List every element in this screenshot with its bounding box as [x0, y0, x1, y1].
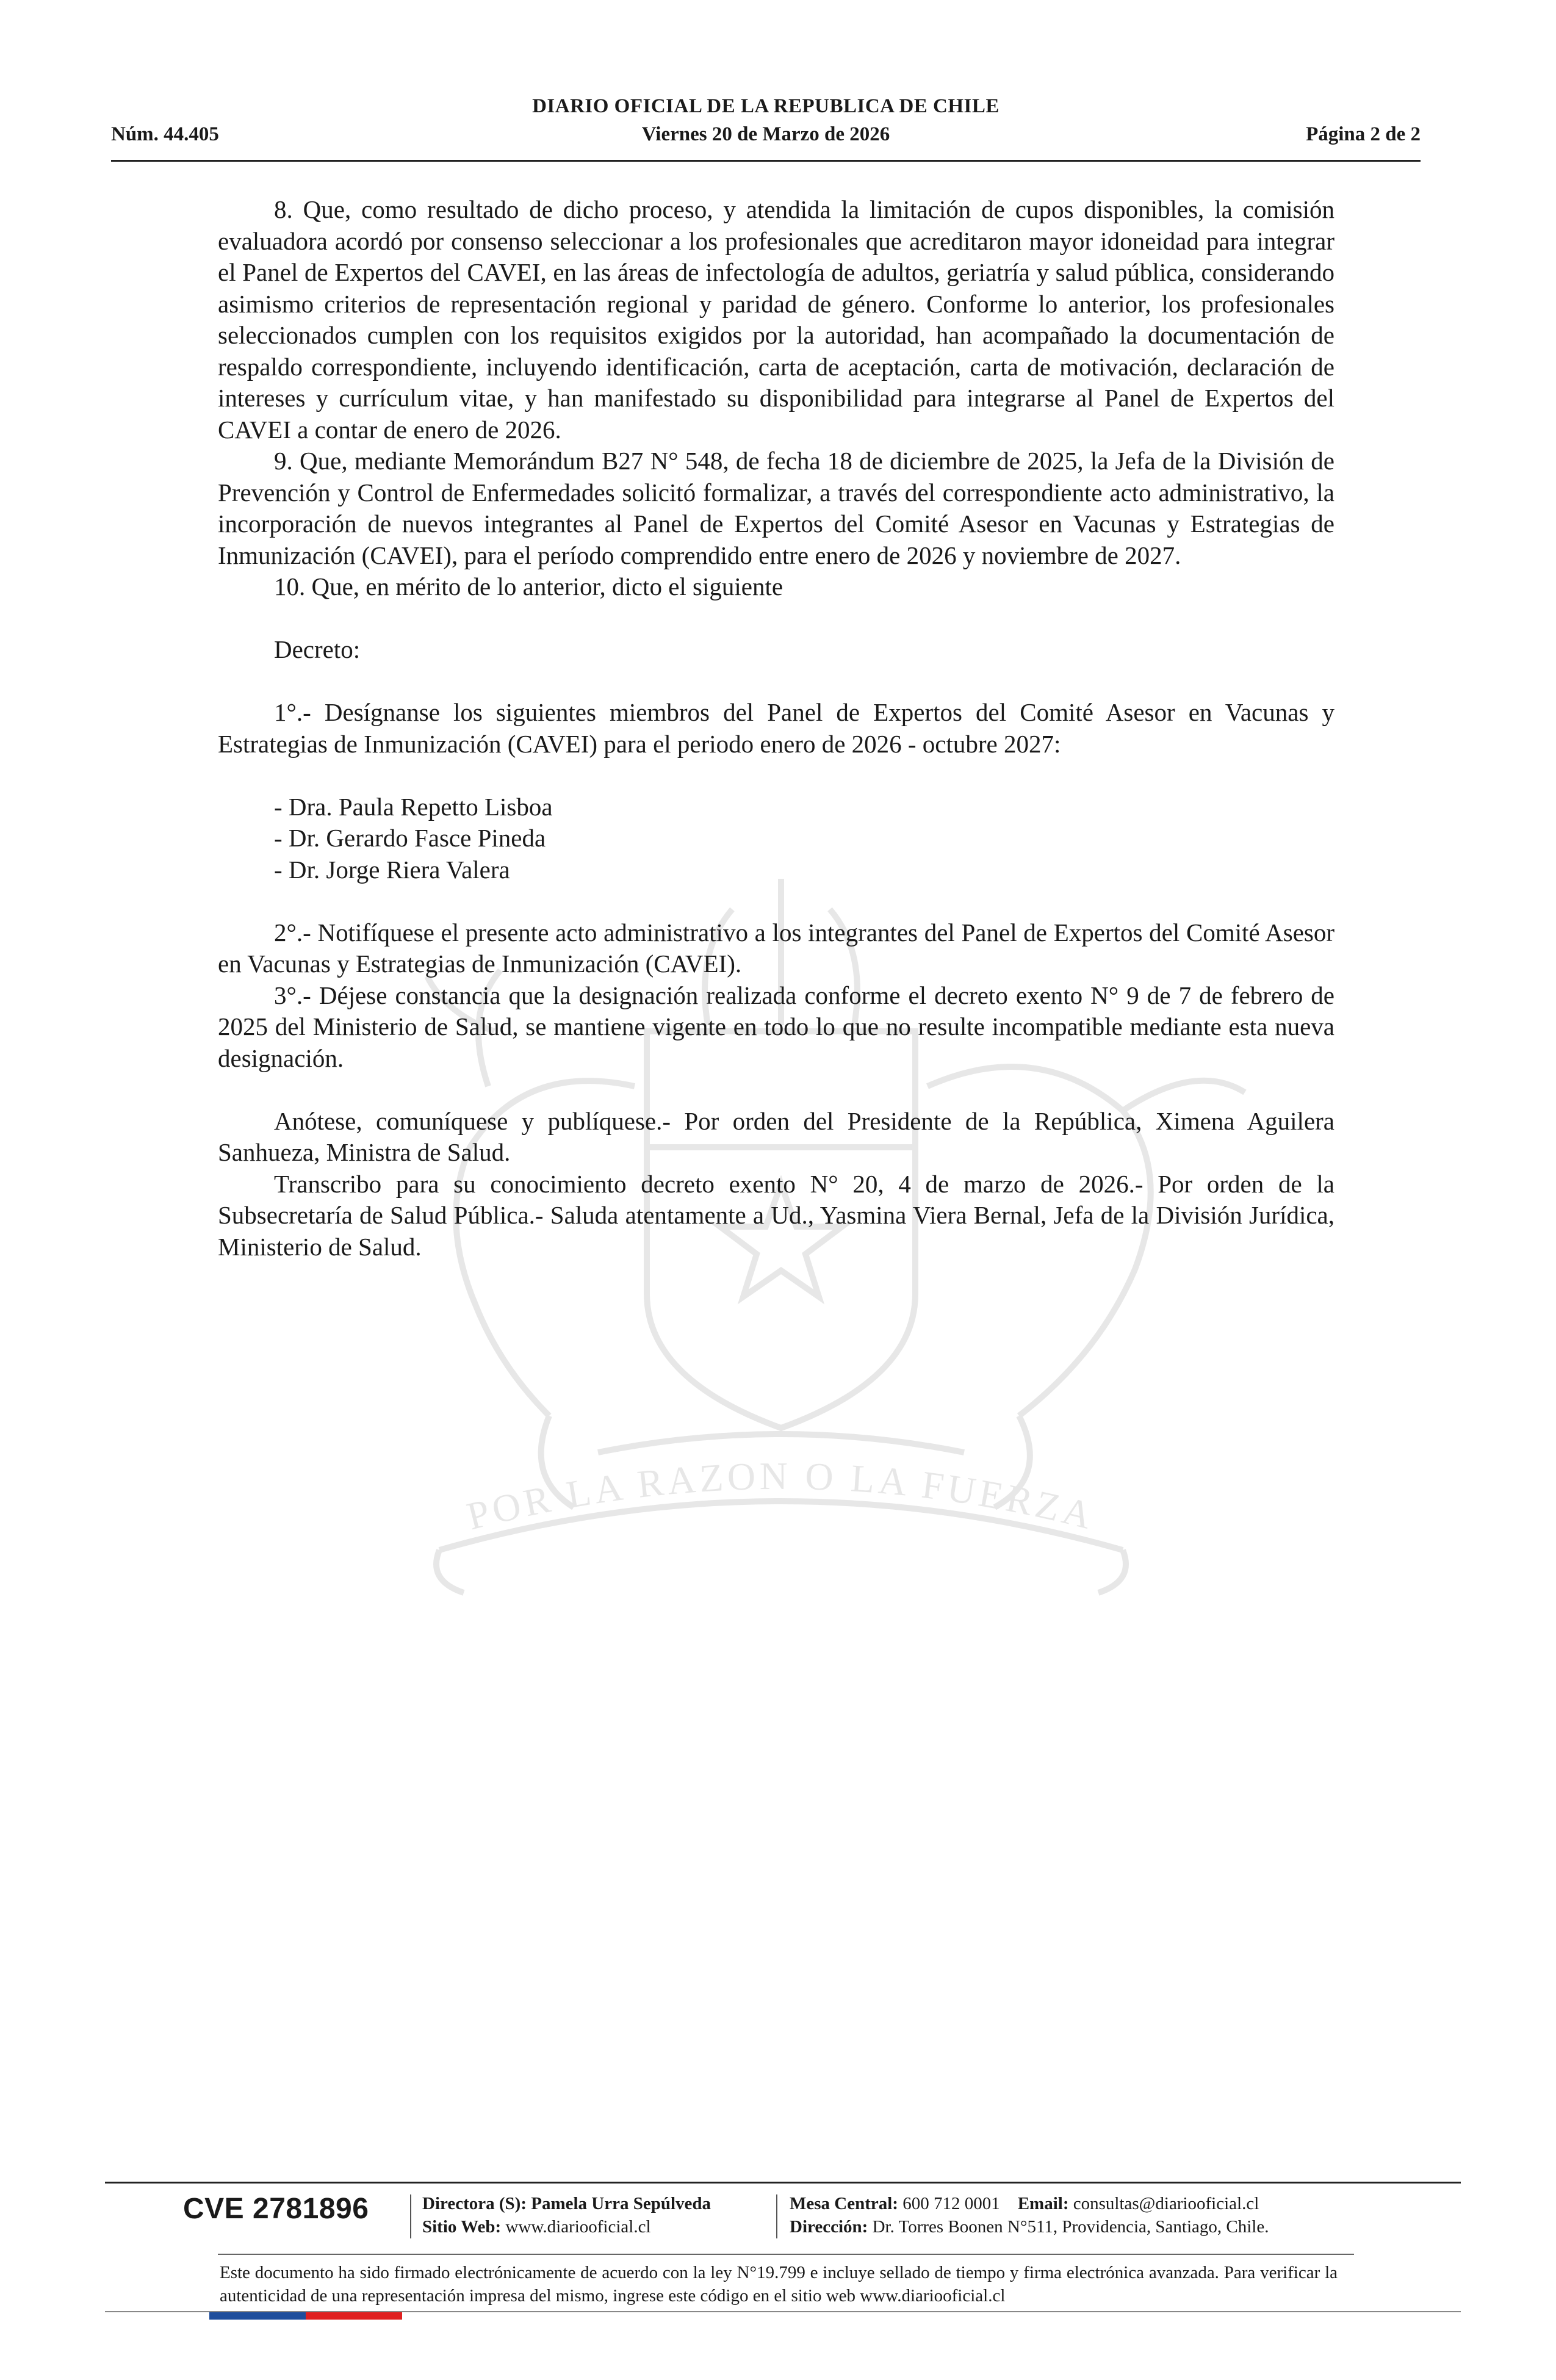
director-label: Directora (S): — [422, 2194, 527, 2213]
members-list — [218, 792, 1334, 886]
flag-segment — [306, 2312, 354, 2320]
svg-text:POR LA RAZON O LA FUERZA — [463, 1454, 1100, 1538]
footer-separator — [410, 2194, 411, 2238]
decree-heading: Decreto: — [274, 635, 361, 663]
footer-separator — [776, 2194, 777, 2238]
article-1: 1°.- Desígnanse los siguientes miembros del Panel de Expertos del Comité Asesor en Vacunas y Estrategias de Inmunización (CAVEI) para el periodo enero de 2026 - octubre 2027: — [218, 698, 1334, 758]
page-header — [111, 93, 1421, 162]
issue-date: Viernes 20 de Marzo de 2026 — [641, 123, 890, 145]
phone-label: Mesa Central: — [790, 2194, 898, 2213]
article-3: 3°.- Déjese constancia que la designación realizada conforme el decreto exento N° 9 de 7 de febrero de 2025 del Ministerio de Salud, se mantiene vigente en todo lo que no resulte incompatible mediante esta nueva designación. — [218, 981, 1334, 1072]
footer-divider — [218, 2254, 1354, 2255]
cve-code: CVE 2781896 — [183, 2193, 369, 2225]
journal-title: DIARIO OFICIAL DE LA REPUBLICA DE CHILE — [532, 95, 1000, 117]
list-item: - Dr. Gerardo Fasce Pineda — [274, 824, 546, 852]
director-name: Pamela Urra Sepúlveda — [531, 2194, 711, 2213]
closing-signature: Anótese, comuníquese y publíquese.- Por orden del Presidente de la República, Ximena Aguilera Sanhueza, Ministra de Salud. — [218, 1106, 1334, 1166]
issue-number: Núm. 44.405 — [111, 123, 219, 145]
web-link[interactable]: www.diariooficial.cl — [505, 2217, 651, 2237]
footer-divider — [105, 2182, 1461, 2183]
list-item: - Dra. Paula Repetto Lisboa — [274, 792, 553, 821]
web-label: Sitio Web: — [422, 2217, 502, 2237]
watermark-motto: POR LA RAZON O LA FUERZA — [463, 1454, 1100, 1538]
phone-value: 600 712 0001 — [902, 2194, 1000, 2213]
paragraph-9: 9. Que, mediante Memorándum B27 N° 548, de fecha 18 de diciembre de 2025, la Jefa de la División de Prevención y Control de Enfermedades solicitó formalizar, a través del correspondiente acto administrativo, la incorporación de nuevos integrantes al Panel de Expertos del Comité Asesor en Vacunas y Estrategias de Inmunización (CAVEI), para el período comprendido entre enero de 2026 y noviembre de 2027. — [218, 447, 1334, 569]
flag-segment — [258, 2312, 306, 2320]
page-counter: Página 2 de 2 — [1306, 123, 1421, 145]
closing-transcription: Transcribo para su conocimiento decreto exento N° 20, 4 de marzo de 2026.- Por orden de la Subsecretaría de Salud Pública.- Saluda atentamente a Ud., Yasmina Viera Bernal, Jefa de la División Jurídica, Ministerio de Salud. — [218, 1169, 1334, 1261]
list-item: - Dr. Jorge Riera Valera — [274, 855, 510, 884]
paragraph-8: 8. Que, como resultado de dicho proceso, y atendida la limitación de cupos disponibles, la comisión evaluadora acordó por consenso seleccionar a los profesionales que acreditaron mayor idoneidad para integrar el Panel de Expertos del CAVEI, en las áreas de infectología de adultos, geriatría y salud pública, considerando asimismo criterios de representación regional y paridad de género. Conforme lo anterior, los profesionales seleccionados cumplen con los requisitos exigidos por la autoridad, han acompañado la documentación de respaldo correspondiente, incluyendo identificación, carta de aceptación, carta de motivación, declaración de intereses y currículum vitae, y han manifestado su disponibilidad para integrarse al Panel de Expertos del CAVEI a contar de enero de 2026. — [218, 195, 1334, 444]
flag-segment — [354, 2312, 402, 2320]
address-label: Dirección: — [790, 2217, 868, 2237]
email-label: Email: — [1017, 2194, 1069, 2213]
footer-director-block — [422, 2192, 711, 2238]
article-2: 2°.- Notifíquese el presente acto administrativo a los integrantes del Panel de Expertos del Comité Asesor en Vacunas y Estrategias de Inmunización (CAVEI). — [218, 918, 1334, 978]
footer-contact-block — [790, 2192, 1269, 2238]
email-link[interactable]: consultas@diariooficial.cl — [1073, 2194, 1259, 2213]
flag-stripe — [209, 2312, 402, 2320]
paragraph-10: 10. Que, en mérito de lo anterior, dicto el siguiente — [274, 572, 783, 600]
flag-segment — [209, 2312, 258, 2320]
decree-body — [218, 194, 1334, 1263]
electronic-signature-note: Este documento ha sido firmado electrónicamente de acuerdo con la ley N°19.799 e incluye sellado de tiempo y firma electrónica avanzada. Para verificar la autenticidad de una representación impresa del mismo, ingrese este código en el sitio web www.diariooficial.cl — [220, 2263, 1338, 2306]
address-value: Dr. Torres Boonen N°511, Providencia, Santiago, Chile. — [872, 2217, 1269, 2237]
